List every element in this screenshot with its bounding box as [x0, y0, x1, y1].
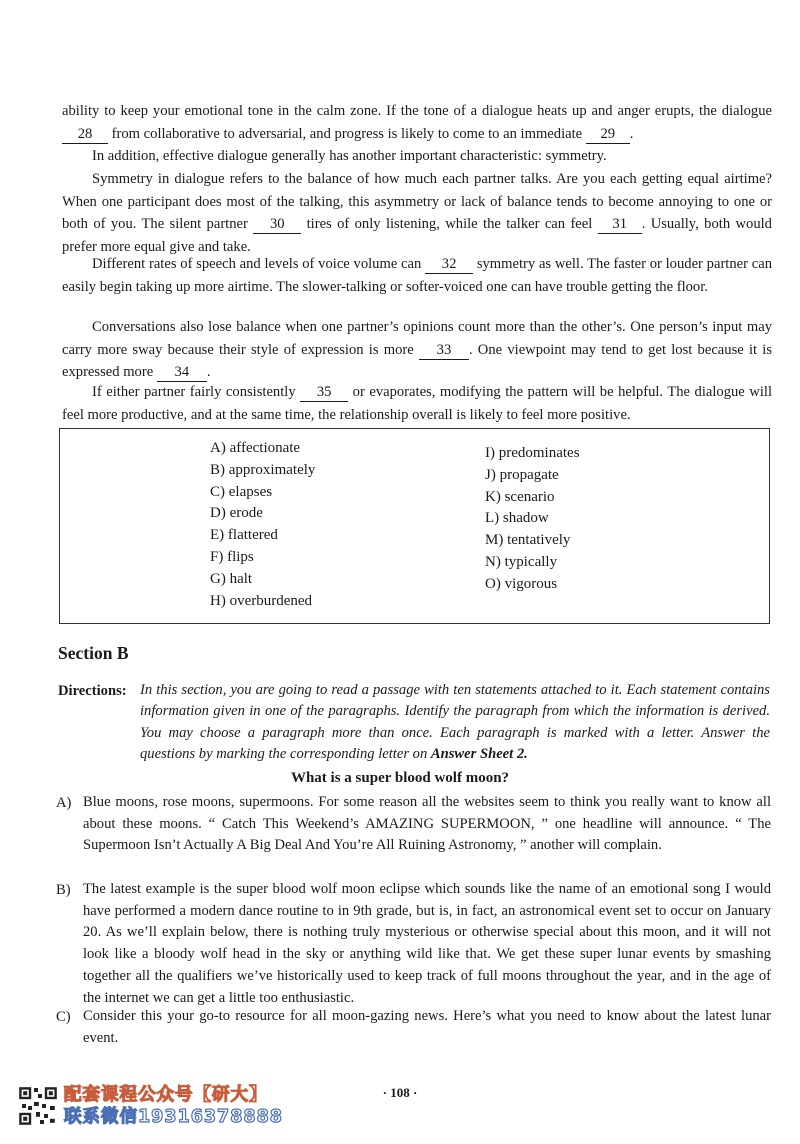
- word-bank-option: L) shadow: [485, 510, 549, 527]
- word-bank-option: C) elapses: [210, 483, 273, 500]
- word-bank-left-column: [210, 438, 315, 612]
- paragraph-35: If either partner fairly consistently 35 or evaporates, modifying the pattern will be helpful. The dialogue will feel more productive, and at the same time, the relationship overall is likely to feel more positive.: [62, 384, 772, 423]
- paragraph-text: Consider this your go-to resource for all moon-gazing news. Here’s what you need to know about the latest lunar event.: [83, 1008, 771, 1046]
- page-number: · 108 ·: [382, 1085, 418, 1100]
- passage-paragraph-c: [56, 1006, 771, 1049]
- answer-sheet-label: Answer Sheet 2.: [430, 746, 528, 763]
- paragraph-text: The latest example is the super blood wolf moon eclipse which sounds like the name of an emotional song I would have performed a modern dance routine to in 9th grade, but is, in fact, an astronomical event set to occur on January 20. As we’ll explain below, there is nothing truly mysterious or otherwise special about this moon, and it will not look like a bloody wolf head in the sky or anything wild like that. We get these super lunar events by smashing together all the qualifiers we’ve historically used to keep track of full moons throughout the year, and in the age of the internet we can get a little too enthusiastic.: [83, 881, 771, 1006]
- word-bank-option: E) flattered: [210, 527, 278, 544]
- paragraph-text: Blue moons, rose moons, supermoons. For some reason all the websites seem to think you really want to know all about these moons. “ Catch This Weekend’s AMAZING SUPERMOON, ” one headline will announce. “ The Supermoon Isn’t Actually A Big Deal And You’re All Ruining Astronomy, ” another will complain.: [83, 794, 771, 854]
- blank-28: 28: [62, 125, 108, 144]
- word-bank-option: O) vigorous: [485, 575, 558, 592]
- paragraph-letter: B): [56, 882, 71, 898]
- qr-code-icon: [18, 1086, 58, 1126]
- blank-29: 29: [586, 125, 630, 144]
- directions-text: In this section, you are going to read a passage with ten statements attached to it. Each statement contains information given in one of the paragraphs. Identify the paragraph from which the information is derived. You may choose a paragraph more than once. Each paragraph is marked with a letter. Answer the questions by marking the corresponding letter on Answer Sheet 2.: [140, 682, 770, 763]
- paragraph-letter: A): [56, 795, 72, 811]
- paragraph-28-29: ability to keep your emotional tone in the calm zone. If the tone of a dialogue heats up and anger erupts, the dialogue 28 from collaborative to adversarial, and progress is likely to come to an immediate 29 .: [62, 103, 772, 142]
- watermark-line-2: 联系微信19316378888: [64, 1107, 283, 1127]
- passage-paragraph-a: [56, 792, 771, 857]
- paragraph-letter: C): [56, 1009, 71, 1025]
- passage-paragraph-b: [56, 879, 771, 1009]
- word-bank-option: H) overburdened: [210, 592, 313, 609]
- section-b-heading: Section B: [58, 643, 129, 663]
- word-bank-option: I) predominates: [485, 445, 580, 461]
- paragraph-33-34: Conversations also lose balance when one partner’s opinions count more than the other’s. One person’s input may carry more sway because their style of expression is more 33 . One viewpoint may tend to get lost because it is expressed more 34 .: [62, 319, 773, 380]
- paragraph-32: Different rates of speech and levels of voice volume can 32 symmetry as well. The faster or louder partner can easily begin taking up more airtime. The slower-talking or softer-voiced one can have trouble getting the floor.: [62, 256, 772, 295]
- blank-35: 35: [300, 383, 348, 402]
- word-bank-option: F) flips: [210, 548, 254, 565]
- word-bank-box: [59, 428, 770, 624]
- word-bank-option: A) affectionate: [210, 440, 301, 456]
- word-bank-right-column: [485, 443, 580, 596]
- blank-30: 30: [253, 215, 301, 234]
- blank-33: 33: [419, 341, 469, 360]
- word-bank-option: M) tentatively: [485, 532, 571, 549]
- watermark-line-1: 配套课程公众号【研大】: [64, 1085, 268, 1105]
- paragraph-symmetry-intro: In addition, effective dialogue generally has another important characteristic: symmetry.: [92, 148, 607, 164]
- word-bank-option: G) halt: [210, 570, 253, 587]
- word-bank-option: J) propagate: [485, 466, 559, 483]
- word-bank-option: N) typically: [485, 553, 558, 570]
- blank-34: 34: [157, 363, 207, 382]
- blank-32: 32: [425, 255, 473, 274]
- word-bank-option: K) scenario: [485, 488, 555, 505]
- word-bank-option: B) approximately: [210, 461, 316, 478]
- paragraph-30-31: Symmetry in dialogue refers to the balance of how much each partner talks. Are you each getting equal airtime? When one participant does most of the talking, this asymmetry or lack of balance tends to become annoying to one or both of you. The silent partner 30 tires of only listening, while the talker can feel 31 . Usually, both would prefer more equal give and take.: [62, 171, 772, 255]
- directions-label: Directions:: [58, 683, 127, 699]
- passage-title: What is a super blood wolf moon?: [290, 770, 510, 786]
- blank-31: 31: [598, 215, 642, 234]
- word-bank-option: D) erode: [210, 505, 263, 522]
